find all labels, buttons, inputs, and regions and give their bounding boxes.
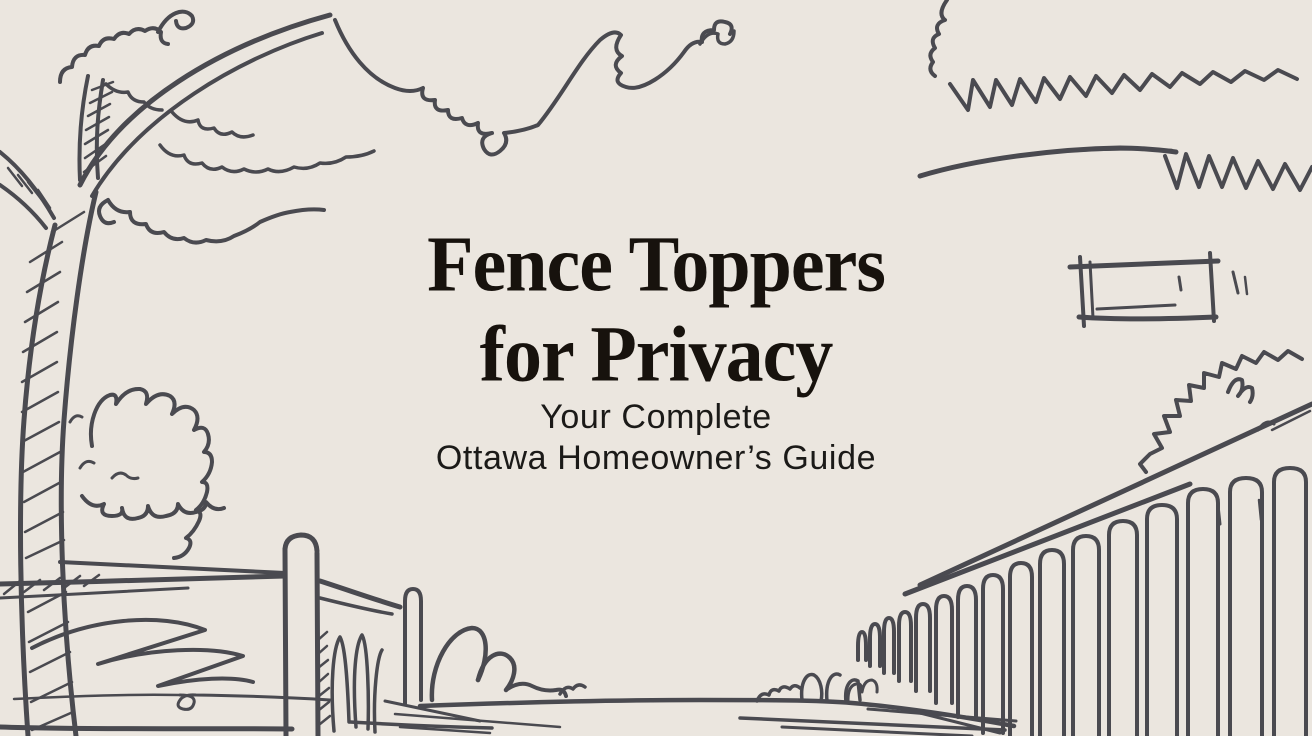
page-subtitle: [0, 397, 1312, 479]
page-title-line-2: for Privacy: [479, 310, 833, 399]
page-title-line-1: Fence Toppers: [427, 220, 885, 309]
page-subtitle-line-2: Ottawa Homeowner’s Guide: [435, 439, 877, 477]
scribble-foliage-top-right-sketch: [920, 0, 1312, 191]
page-subtitle-line-1: Your Complete: [540, 398, 772, 436]
fence-post-sketch: [285, 535, 421, 736]
rail-fence-left-sketch: [0, 562, 400, 614]
page-title: [0, 219, 1312, 400]
garden-path-sketch: [0, 695, 1016, 736]
leaf-canopy-sketch: [60, 12, 734, 243]
